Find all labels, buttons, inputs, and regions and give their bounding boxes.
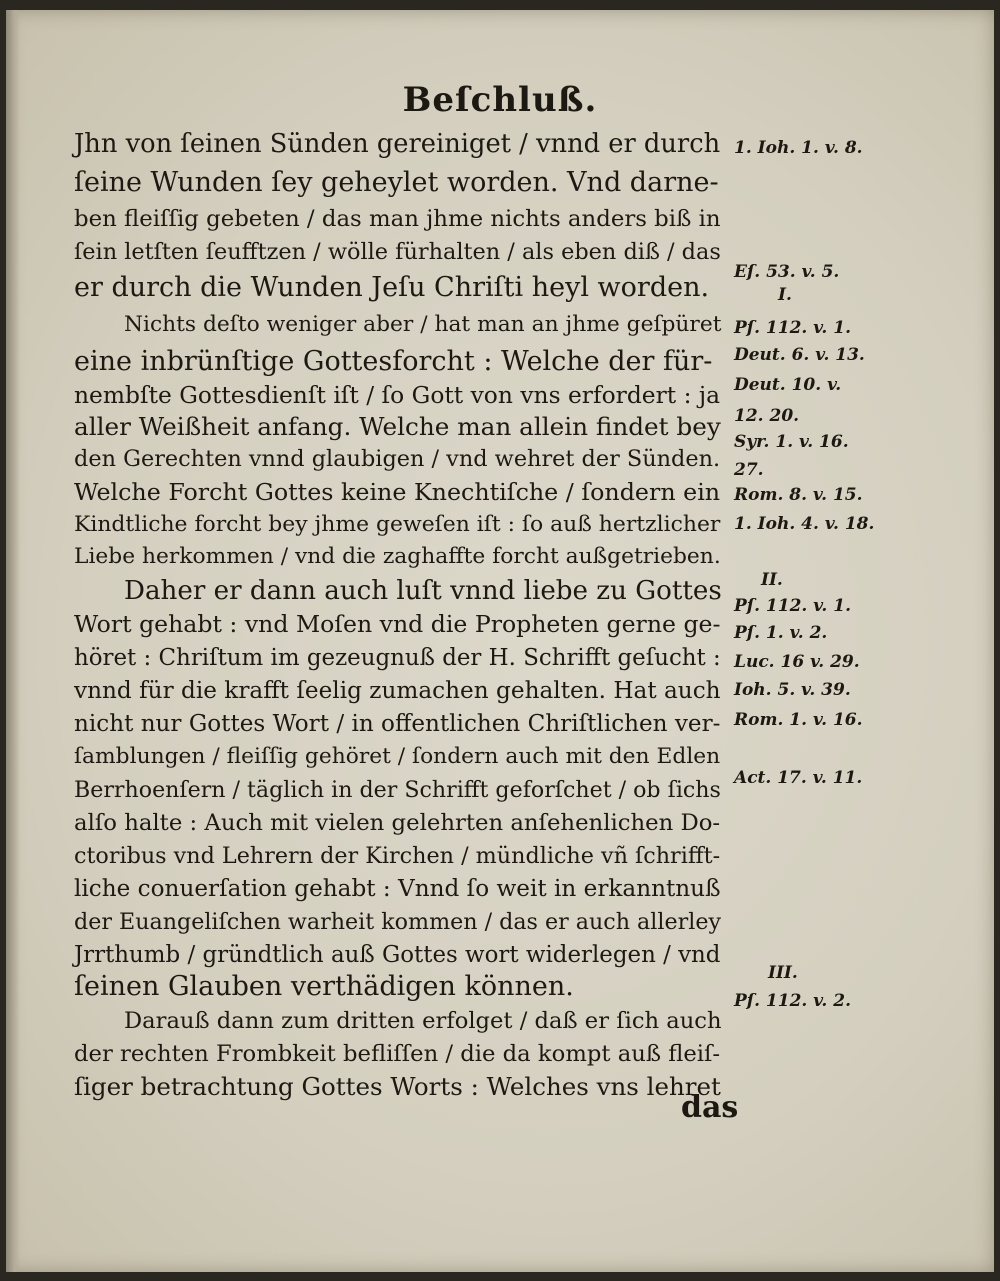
text-line: Liebe herkommen / vnd die zaghaffte forcht außgetrieben. — [74, 544, 721, 569]
margin-note: Eſ. 53. v. 5. — [734, 262, 840, 282]
text-line: nembſte Gottesdienſt iſt / ſo Gott von vns erfordert : ja — [74, 381, 721, 409]
margin-note: Syr. 1. v. 16. — [734, 432, 849, 452]
margin-note: Act. 17. v. 11. — [734, 768, 863, 788]
text-line: liche conuerſation gehabt : Vnnd ſo weit in erkanntnuß — [74, 876, 721, 902]
margin-note: Ioh. 5. v. 39. — [734, 680, 851, 700]
text-line: aller Weißheit anfang. Welche man allein findet bey — [74, 412, 721, 441]
text-line: Wort gehabt : vnd Moſen vnd die Propheten gerne ge- — [74, 610, 721, 638]
text-line: Daher er dann auch luſt vnnd liebe zu Gottes — [124, 576, 722, 606]
text-line: eine inbrünſtige Gottesforcht : Welche der für- — [74, 346, 713, 377]
running-headline: Beſchluß. — [402, 80, 598, 120]
text-line: ſeinen Glauben verthädigen können. — [74, 971, 574, 1002]
text-line: den Gerechten vnnd glaubigen / vnd wehret der Sünden. — [74, 446, 721, 472]
margin-note: II. — [761, 570, 783, 590]
text-line: vnnd für die krafft ſeelig zumachen gehalten. Hat auch — [74, 678, 721, 704]
catchword: das — [681, 1090, 739, 1125]
text-line: ſein letſten ſeufftzen / wölle fürhalten / als eben diß / das — [74, 239, 721, 265]
text-line: nicht nur Gottes Wort / in offentlichen Chriſtlichen ver- — [74, 711, 721, 737]
margin-note: 1. Ioh. 1. v. 8. — [734, 138, 863, 158]
margin-note: 1. Ioh. 4. v. 18. — [734, 514, 875, 534]
margin-note: I. — [778, 285, 792, 305]
text-line: ctoribus vnd Lehrern der Kirchen / mündliche vñ ſchrifft- — [74, 843, 721, 869]
margin-note: 12. 20. — [734, 406, 800, 426]
margin-note: Deut. 6. v. 13. — [734, 345, 865, 365]
text-line: ſeine Wunden ſey geheylet worden. Vnd darne- — [74, 167, 719, 198]
text-line: höret : Chriſtum im gezeugnuß der H. Schrifft geſucht : — [74, 645, 721, 671]
margin-note: Rom. 1. v. 16. — [734, 710, 863, 730]
text-line: ſamblungen / fleiſſig gehöret / ſondern auch mit den Edlen — [74, 744, 721, 769]
text-line: Berrhoenſern / täglich in der Schrifft geforſchet / ob ſichs — [74, 777, 721, 803]
text-line: Jrrthumb / gründtlich auß Gottes wort widerlegen / vnd — [74, 942, 721, 968]
text-line: der Euangeliſchen warheit kommen / das er auch allerley — [74, 909, 721, 935]
page-spine-shadow — [6, 10, 20, 1272]
margin-note: Pſ. 112. v. 1. — [734, 596, 852, 616]
margin-note: 27. — [734, 460, 764, 480]
text-line: Nichts deſto weniger aber / hat man an jhme geſpüret — [124, 312, 722, 337]
margin-note: III. — [768, 963, 798, 983]
text-line: Welche Forcht Gottes keine Knechtiſche / ſondern ein — [74, 478, 721, 506]
margin-note: Rom. 8. v. 15. — [734, 485, 863, 505]
text-line: Jhn von ſeinen Sünden gereiniget / vnnd er durch — [74, 129, 721, 159]
text-line: alſo halte : Auch mit vielen gelehrten anſehenlichen Do- — [74, 810, 721, 836]
text-line: ſiger betrachtung Gottes Worts : Welches vns lehret — [74, 1072, 721, 1101]
margin-note: Pſ. 112. v. 2. — [734, 991, 852, 1011]
margin-note: Deut. 10. v. — [734, 375, 842, 395]
margin-note: Luc. 16 v. 29. — [734, 652, 860, 672]
text-line: Darauß dann zum dritten erfolget / daß er ſich auch — [124, 1008, 722, 1034]
book-page — [6, 10, 994, 1272]
margin-note: Pſ. 1. v. 2. — [734, 623, 828, 643]
text-line: er durch die Wunden Jeſu Chriſti heyl worden. — [74, 272, 710, 303]
margin-note: Pſ. 112. v. 1. — [734, 318, 852, 338]
text-line: ben fleiſſig gebeten / das man jhme nichts anders biß in — [74, 206, 721, 232]
text-line: Kindtliche forcht bey jhme geweſen iſt : ſo auß hertzlicher — [74, 512, 721, 537]
text-line: der rechten Frombkeit befliſſen / die da kompt auß fleiſ- — [74, 1041, 721, 1067]
